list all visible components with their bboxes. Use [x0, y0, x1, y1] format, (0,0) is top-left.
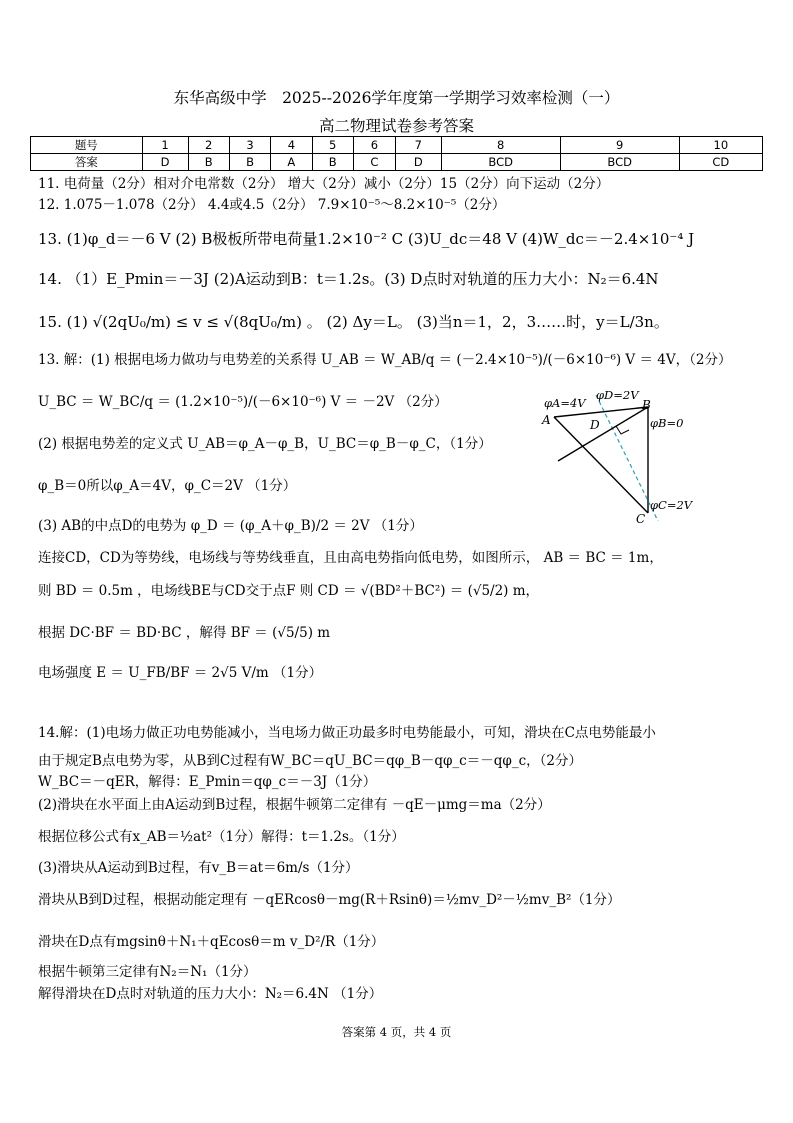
equipotential-line-cd [596, 395, 658, 521]
solution14-line-8: 滑块在D点有mgsinθ＋N₁＋qEcosθ＝m v_D²/R（1分） [38, 934, 385, 950]
answer-q15: 15. (1) √(2qU₀/m) ≤ v ≤ √(8qU₀/m) 。 (2) Δy＝L。 (3)当n＝1，2，3……时，y＝L/3n。 [38, 313, 669, 331]
table-cell: 3 [229, 137, 270, 154]
solution14-line-5: 根据位移公式有x_AB＝½at²（1分）解得：t＝1.2s。（1分） [38, 829, 405, 845]
answer-q14: 14. （1）E_Pmin＝－3J (2)A运动到B：t＝1.2s。(3) D点时对轨道的压力大小：N₂＝6.4N [38, 270, 659, 288]
table-cell: 5 [312, 137, 353, 154]
label-c: C [636, 512, 646, 525]
table-cell: B [188, 154, 229, 171]
solution13-line-2: U_BC ＝ W_BC/q ＝ (1.2×10⁻⁵)/(－6×10⁻⁶) V ＝ －2V （2分） [38, 394, 448, 410]
solution14-line-10: 解得滑块在D点时对轨道的压力大小：N₂＝6.4N （1分） [38, 986, 383, 1002]
solution13-line-1: 13. 解：(1) 根据电场力做功与电势差的关系得 U_AB ＝ W_AB/q ＝ (－2.4×10⁻⁵)/(－6×10⁻⁶) V ＝ 4V，（2分） [38, 352, 732, 368]
label-phi-c: φC=2V [650, 498, 693, 512]
solution13-line-3: (2) 根据电势差的定义式 U_AB＝φ_A－φ_B，U_BC＝φ_B－φ_C，（1分） [38, 436, 492, 452]
equipotential-triangle-figure [536, 385, 706, 525]
table-cell: D [395, 154, 441, 171]
solution14-line-3: W_BC＝－qER，解得：E_Pmin＝qφ_c＝－3J（1分） [38, 774, 377, 790]
table-cell: 8 [441, 137, 560, 154]
table-cell: 6 [353, 137, 395, 154]
solution13-line-9: 电场强度 E ＝ U_FB/BF ＝ 2√5 V/m （1分） [38, 665, 323, 681]
answer-q11: 11. 电荷量（2分）相对介电常数（2分） 增大（2分）减小（2分）15（2分）向下运动（2分） [38, 176, 610, 192]
solution14-line-6: (3)滑块从A运动到B过程，有v_B＝at＝6m/s（1分） [38, 860, 359, 876]
solution13-line-7: 则 BD ＝ 0.5m ，电场线BE与CD交于点F 则 CD ＝ √(BD²＋BC²) ＝ (√5/2) m， [38, 583, 540, 599]
label-d: D [590, 418, 600, 432]
right-angle-mark [616, 426, 629, 434]
label-b: B [642, 398, 651, 412]
label-phi-a: φA=4V [544, 396, 586, 410]
solution13-line-8: 根据 DC·BF ＝ BD·BC ，解得 BF ＝ (√5/5) m [38, 625, 331, 641]
answer-key-subtitle: 高二物理试卷参考答案 [318, 117, 474, 135]
table-cell: D [142, 154, 188, 171]
table-cell: C [353, 154, 395, 171]
label-phi-b: φB=0 [650, 416, 684, 430]
table-cell: B [229, 154, 270, 171]
solution13-line-5: (3) AB的中点D的电势为 φ_D ＝ (φ_A＋φ_B)/2 ＝ 2V （1分） [38, 518, 423, 534]
table-cell: BCD [441, 154, 560, 171]
table-row-question-numbers [31, 137, 763, 154]
table-row-answers [31, 154, 763, 171]
solution14-line-9: 根据牛顿第三定律有N₂＝N₁（1分） [38, 964, 257, 980]
row-label-question: 题号 [31, 137, 143, 154]
multiple-choice-answer-table [30, 136, 763, 171]
table-cell: B [312, 154, 353, 171]
table-cell: 2 [188, 137, 229, 154]
table-cell: 1 [142, 137, 188, 154]
label-phi-d: φD=2V [596, 388, 639, 402]
solution14-line-1: 14.解：(1)电场力做正功电势能减小，当电场力做正功最多时电势能最小，可知，滑块在C点电势能最小 [38, 725, 656, 741]
label-a: A [542, 413, 551, 427]
answer-q12: 12. 1.075－1.078（2分） 4.4或4.5（2分） 7.9×10⁻⁵～8.2×10⁻⁵（2分） [38, 197, 506, 213]
table-cell: 7 [395, 137, 441, 154]
solution13-line-6: 连接CD，CD为等势线，电场线与等势线垂直，且由高电势指向低电势，如图所示， AB ＝ BC ＝ 1m， [38, 550, 663, 566]
table-cell: CD [679, 154, 762, 171]
table-cell: 4 [271, 137, 312, 154]
page-footer: 答案第 4 页，共 4 页 [341, 1025, 452, 1039]
row-label-answer: 答案 [31, 154, 143, 171]
table-cell: BCD [560, 154, 679, 171]
solution14-line-7: 滑块从B到D过程，根据动能定理有 －qERcosθ－mg(R＋Rsinθ)＝½mv_D²－½mv_B²（1分） [38, 892, 621, 908]
side-ac [554, 417, 648, 513]
table-cell: A [271, 154, 312, 171]
solution13-line-4: φ_B＝0所以φ_A＝4V，φ_C＝2V （1分） [38, 478, 297, 494]
answer-q13: 13. (1)φ_d＝－6 V (2) B极板所带电荷量1.2×10⁻² C (3)U_dc＝48 V (4)W_dc＝－2.4×10⁻⁴ J [38, 230, 695, 248]
solution14-line-2: 由于规定B点电势为零，从B到C过程有W_BC＝qU_BC＝qφ_B－qφ_c＝－qφ_c，（2分） [38, 753, 582, 769]
table-cell: 10 [679, 137, 762, 154]
solution14-line-4: (2)滑块在水平面上由A运动到B过程，根据牛顿第二定律有 －qE－μmg＝ma（2分） [38, 797, 551, 813]
exam-title: 东华高级中学 2025--2026学年度第一学期学习效率检测（一） [173, 89, 620, 107]
table-cell: 9 [560, 137, 679, 154]
